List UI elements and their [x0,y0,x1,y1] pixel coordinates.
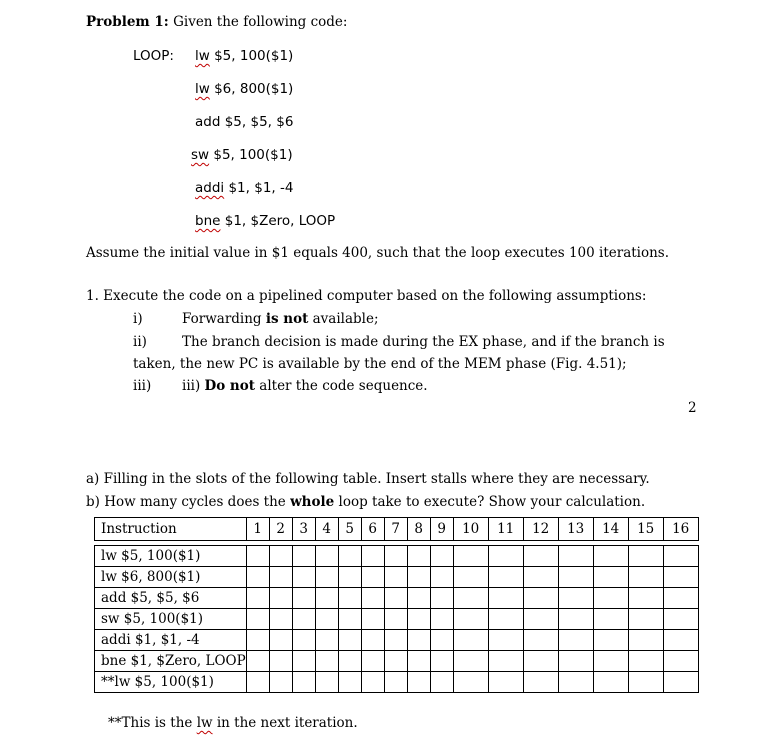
code-line-1 [195,48,293,64]
slot-cell[interactable] [292,609,315,630]
slot-cell[interactable] [663,588,698,609]
slot-cell[interactable] [488,630,523,651]
instruction-header: Instruction [95,518,247,541]
row-instruction: lw $5, 100($1) [95,546,247,567]
slot-cell[interactable] [593,588,628,609]
cycle-header: 11 [488,518,523,541]
slot-cell[interactable] [338,672,361,693]
footnote-pre: **This is the [108,715,197,731]
row-instruction: **lw $5, 100($1) [95,672,247,693]
code-op: bne [195,213,221,229]
question-b [86,494,645,510]
slot-cell[interactable] [338,651,361,672]
cycle-header: 7 [384,518,407,541]
table-row [95,630,699,651]
problem-label: Problem 1: [86,14,169,30]
code-args: $1, $1, -4 [224,180,294,196]
slot-cell[interactable] [453,609,488,630]
slot-cell[interactable] [338,609,361,630]
slot-cell[interactable] [315,588,338,609]
row-instruction: lw $6, 800($1) [95,567,247,588]
slot-cell[interactable] [523,672,558,693]
slot-cell[interactable] [430,546,453,567]
slot-cell[interactable] [269,609,292,630]
q1-iii-post: alter the code sequence. [254,378,428,394]
code-line-5 [195,180,293,196]
q1-iii-text [182,378,428,394]
slot-cell[interactable] [269,651,292,672]
q1-ii-number: ii) [133,334,147,350]
table-row [95,567,699,588]
cycle-header: 15 [628,518,663,541]
slot-cell[interactable] [384,609,407,630]
slot-cell[interactable] [407,609,430,630]
slot-cell[interactable] [663,567,698,588]
slot-cell[interactable] [361,546,384,567]
table-row [95,546,699,567]
slot-cell[interactable] [488,567,523,588]
slot-cell[interactable] [246,567,269,588]
slot-cell[interactable] [338,546,361,567]
slot-cell[interactable] [246,546,269,567]
slot-cell[interactable] [523,609,558,630]
slot-cell[interactable] [558,567,593,588]
row-instruction: bne $1, $Zero, LOOP [95,651,247,672]
slot-cell[interactable] [407,630,430,651]
code-line-2 [195,81,293,97]
slot-cell[interactable] [628,651,663,672]
slot-cell[interactable] [593,651,628,672]
slot-cell[interactable] [453,546,488,567]
slot-cell[interactable] [593,672,628,693]
slot-cell[interactable] [523,651,558,672]
slot-cell[interactable] [628,588,663,609]
slot-cell[interactable] [315,672,338,693]
table-row [95,609,699,630]
slot-cell[interactable] [407,546,430,567]
slot-cell[interactable] [246,672,269,693]
slot-cell[interactable] [361,567,384,588]
slot-cell[interactable] [593,630,628,651]
slot-cell[interactable] [453,567,488,588]
code-line-6 [195,213,335,229]
slot-cell[interactable] [488,588,523,609]
q1-iii-pre: iii) [182,378,205,394]
slot-cell[interactable] [488,672,523,693]
slot-cell[interactable] [663,630,698,651]
slot-cell[interactable] [663,609,698,630]
code-args: $5, $5, $6 [220,114,294,130]
slot-cell[interactable] [338,630,361,651]
slot-cell[interactable] [315,567,338,588]
row-instruction: sw $5, 100($1) [95,609,247,630]
code-args: $5, 100($1) [209,147,293,163]
q1-iii-number: iii) [133,378,152,394]
cycle-header: 9 [430,518,453,541]
cycle-header: 3 [292,518,315,541]
slot-cell[interactable] [292,630,315,651]
footnote-lw: lw [196,715,213,731]
slot-cell[interactable] [593,546,628,567]
row-instruction: add $5, $5, $6 [95,588,247,609]
slot-cell[interactable] [338,588,361,609]
slot-cell[interactable] [246,609,269,630]
assumption-text: Assume the initial value in $1 equals 400, such that the loop executes 100 iterations. [86,245,670,261]
slot-cell[interactable] [593,567,628,588]
slot-cell[interactable] [361,672,384,693]
slot-cell[interactable] [523,567,558,588]
table-row [95,651,699,672]
slot-cell[interactable] [523,630,558,651]
slot-cell[interactable] [269,567,292,588]
slot-cell[interactable] [453,651,488,672]
question-b-post: loop take to execute? Show your calculation. [334,494,646,510]
q1-ii-continuation: taken, the new PC is available by the end of the MEM phase (Fig. 4.51); [133,356,627,372]
slot-cell[interactable] [269,546,292,567]
slot-cell[interactable] [407,672,430,693]
slot-cell[interactable] [663,651,698,672]
cycle-header: 5 [338,518,361,541]
slot-cell[interactable] [430,609,453,630]
code-op: lw [195,81,210,97]
row-instruction: addi $1, $1, -4 [95,630,247,651]
slot-cell[interactable] [292,588,315,609]
cycle-header: 6 [361,518,384,541]
slot-cell[interactable] [488,609,523,630]
q1-i-number: i) [133,311,143,327]
slot-cell[interactable] [628,630,663,651]
problem-intro: Given the following code: [168,14,348,30]
cycle-header: 16 [663,518,698,541]
q1-i-text [182,311,379,327]
footnote [108,715,358,731]
slot-cell[interactable] [338,567,361,588]
slot-cell[interactable] [269,672,292,693]
slot-cell[interactable] [269,588,292,609]
cycle-header: 14 [593,518,628,541]
slot-cell[interactable] [315,609,338,630]
slot-cell[interactable] [407,651,430,672]
slot-cell[interactable] [384,588,407,609]
slot-cell[interactable] [269,630,292,651]
slot-cell[interactable] [384,630,407,651]
question-a: a) Filling in the slots of the following table. Insert stalls where they are necessary. [86,471,650,487]
slot-cell[interactable] [453,672,488,693]
page-number: 2 [688,400,697,416]
code-op: sw [191,147,210,163]
table-row [95,588,699,609]
slot-cell[interactable] [453,630,488,651]
code-op: add [195,114,221,130]
question-b-bold: whole [290,494,335,510]
table-row [95,672,699,693]
q1-i-pre: Forwarding [182,311,266,327]
cycle-header: 12 [523,518,558,541]
slot-cell[interactable] [558,588,593,609]
slot-cell[interactable] [292,546,315,567]
slot-cell[interactable] [593,609,628,630]
slot-cell[interactable] [628,567,663,588]
q1-i-post: available; [308,311,379,327]
slot-cell[interactable] [430,588,453,609]
slot-cell[interactable] [430,651,453,672]
code-args: $5, 100($1) [209,48,294,64]
slot-cell[interactable] [523,588,558,609]
code-line-4 [191,147,293,163]
code-line-3 [195,114,293,130]
q1-intro: 1. Execute the code on a pipelined computer based on the following assumptions: [86,288,647,304]
code-args: $1, $Zero, LOOP [220,213,336,229]
code-op: addi [195,180,225,196]
slot-cell[interactable] [558,651,593,672]
slot-cell[interactable] [315,651,338,672]
slot-cell[interactable] [488,546,523,567]
slot-cell[interactable] [558,609,593,630]
slot-cell[interactable] [663,672,698,693]
slot-cell[interactable] [246,630,269,651]
pipeline-table [94,517,699,693]
problem-heading [86,14,347,30]
slot-cell[interactable] [453,588,488,609]
slot-cell[interactable] [558,630,593,651]
slot-cell[interactable] [292,651,315,672]
slot-cell[interactable] [558,546,593,567]
code-op: lw [195,48,210,64]
slot-cell[interactable] [430,567,453,588]
slot-cell[interactable] [628,609,663,630]
slot-cell[interactable] [384,672,407,693]
slot-cell[interactable] [292,567,315,588]
cycle-header: 10 [453,518,488,541]
slot-cell[interactable] [558,672,593,693]
slot-cell[interactable] [407,588,430,609]
slot-cell[interactable] [361,609,384,630]
slot-cell[interactable] [628,546,663,567]
cycle-header: 8 [407,518,430,541]
q1-iii-bold: Do not [204,378,255,394]
slot-cell[interactable] [361,630,384,651]
slot-cell[interactable] [663,546,698,567]
slot-cell[interactable] [361,588,384,609]
slot-cell[interactable] [523,546,558,567]
slot-cell[interactable] [384,567,407,588]
code-args: $6, 800($1) [209,81,294,97]
q1-i-bold: is not [265,311,309,327]
cycle-header: 2 [269,518,292,541]
q1-ii-text: The branch decision is made during the EX phase, and if the branch is [182,334,665,350]
slot-cell[interactable] [292,672,315,693]
cycle-header: 4 [315,518,338,541]
loop-label: LOOP: [133,48,174,64]
slot-cell[interactable] [430,630,453,651]
slot-cell[interactable] [407,567,430,588]
cycle-header: 1 [246,518,269,541]
slot-cell[interactable] [246,651,269,672]
slot-cell[interactable] [488,651,523,672]
slot-cell[interactable] [246,588,269,609]
slot-cell[interactable] [384,651,407,672]
cycle-header: 13 [558,518,593,541]
slot-cell[interactable] [315,546,338,567]
slot-cell[interactable] [430,672,453,693]
table-header-row [95,518,699,541]
footnote-post: in the next iteration. [212,715,358,731]
slot-cell[interactable] [315,630,338,651]
question-b-pre: b) How many cycles does the [86,494,291,510]
slot-cell[interactable] [361,651,384,672]
slot-cell[interactable] [384,546,407,567]
slot-cell[interactable] [628,672,663,693]
